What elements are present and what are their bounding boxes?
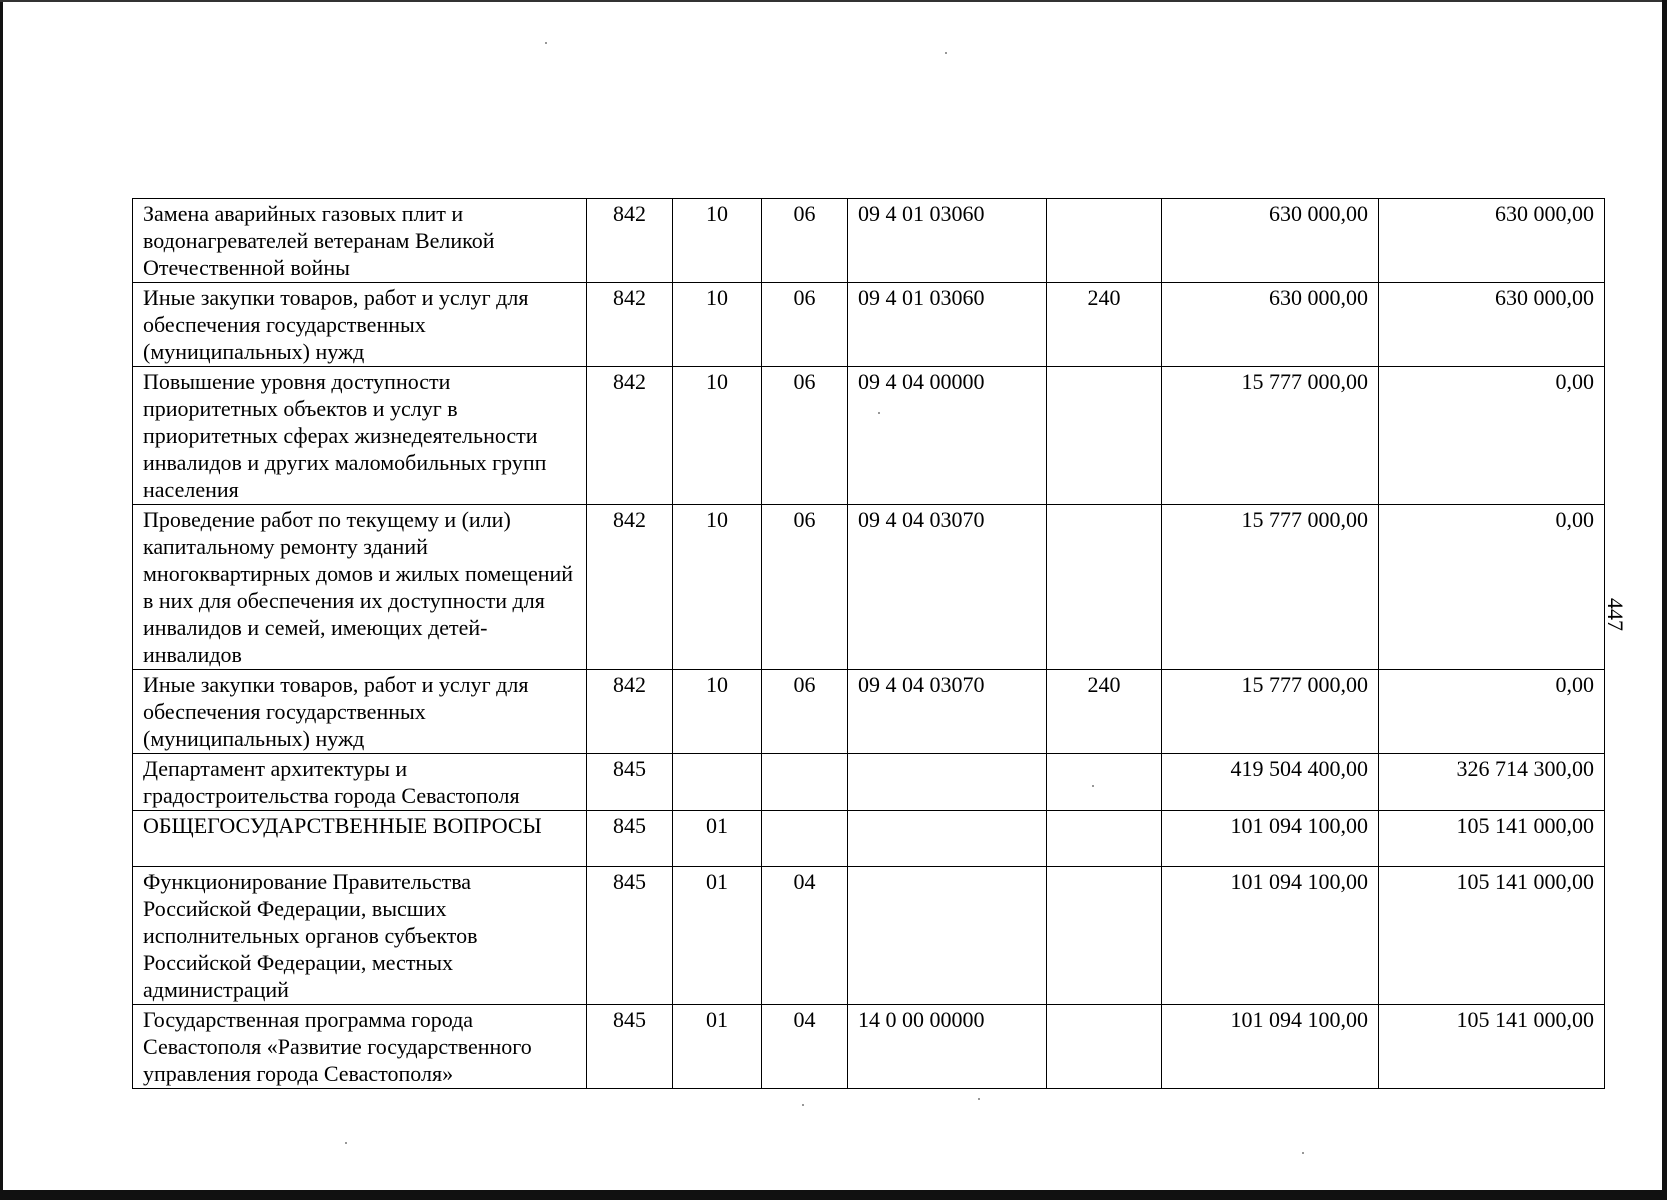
section-code: 10 <box>673 199 762 283</box>
section-code: 10 <box>673 670 762 754</box>
target-article-code <box>848 754 1047 811</box>
subsection-code: 06 <box>762 505 848 670</box>
scan-speck <box>945 52 947 54</box>
table-row <box>133 283 1605 367</box>
budget-table <box>132 198 1605 1089</box>
amount-year-2: 630 000,00 <box>1379 283 1605 367</box>
expense-type-code <box>1047 811 1162 867</box>
grbs-code: 845 <box>587 754 673 811</box>
expense-type-code <box>1047 1005 1162 1089</box>
expense-type-code <box>1047 867 1162 1005</box>
target-article-code <box>848 811 1047 867</box>
expense-type-code <box>1047 505 1162 670</box>
subsection-code: 04 <box>762 1005 848 1089</box>
subsection-code: 06 <box>762 199 848 283</box>
subsection-code: 06 <box>762 670 848 754</box>
row-name: Повышение уровня доступности приоритетных объектов и услуг в приоритетных сферах жизнедеятельности инвалидов и других маломобильных групп населения <box>133 367 587 505</box>
grbs-code: 842 <box>587 670 673 754</box>
subsection-code <box>762 811 848 867</box>
section-code: 01 <box>673 867 762 1005</box>
amount-year-2: 0,00 <box>1379 670 1605 754</box>
section-code: 10 <box>673 367 762 505</box>
amount-year-1: 15 777 000,00 <box>1162 505 1379 670</box>
amount-year-1: 101 094 100,00 <box>1162 811 1379 867</box>
grbs-code: 842 <box>587 199 673 283</box>
section-code: 01 <box>673 811 762 867</box>
row-name: Иные закупки товаров, работ и услуг для обеспечения государственных (муниципальных) нужд <box>133 283 587 367</box>
target-article-code: 09 4 01 03060 <box>848 199 1047 283</box>
table-row <box>133 867 1605 1005</box>
scan-edge-bottom <box>0 1190 1667 1200</box>
table-row <box>133 811 1605 867</box>
scan-speck <box>802 1104 804 1106</box>
row-name: Проведение работ по текущему и (или) капитальному ремонту зданий многоквартирных домов и жилых помещений в них для обеспечения их доступности для инвалидов и семей, имеющих детей-инвалидов <box>133 505 587 670</box>
target-article-code: 14 0 00 00000 <box>848 1005 1047 1089</box>
section-code: 10 <box>673 283 762 367</box>
target-article-code <box>848 867 1047 1005</box>
table-row <box>133 505 1605 670</box>
scan-speck <box>1302 1152 1304 1154</box>
grbs-code: 845 <box>587 811 673 867</box>
row-name: Иные закупки товаров, работ и услуг для обеспечения государственных (муниципальных) нужд <box>133 670 587 754</box>
amount-year-1: 630 000,00 <box>1162 283 1379 367</box>
table-row <box>133 670 1605 754</box>
row-name: ОБЩЕГОСУДАРСТВЕННЫЕ ВОПРОСЫ <box>133 811 587 867</box>
table-row <box>133 754 1605 811</box>
expense-type-code: 240 <box>1047 283 1162 367</box>
page-number: 447 <box>1603 598 1628 631</box>
amount-year-2: 0,00 <box>1379 367 1605 505</box>
amount-year-2: 105 141 000,00 <box>1379 867 1605 1005</box>
expense-type-code <box>1047 754 1162 811</box>
grbs-code: 845 <box>587 867 673 1005</box>
amount-year-2: 630 000,00 <box>1379 199 1605 283</box>
row-name: Функционирование Правительства Российской Федерации, высших исполнительных органов субъектов Российской Федерации, местных администраций <box>133 867 587 1005</box>
grbs-code: 842 <box>587 283 673 367</box>
amount-year-2: 0,00 <box>1379 505 1605 670</box>
amount-year-1: 101 094 100,00 <box>1162 1005 1379 1089</box>
amount-year-1: 419 504 400,00 <box>1162 754 1379 811</box>
grbs-code: 845 <box>587 1005 673 1089</box>
grbs-code: 842 <box>587 367 673 505</box>
row-name: Государственная программа города Севастополя «Развитие государственного управления города Севастополя» <box>133 1005 587 1089</box>
section-code: 01 <box>673 1005 762 1089</box>
scan-speck <box>345 1142 347 1144</box>
subsection-code <box>762 754 848 811</box>
scan-edge-top <box>0 0 1667 2</box>
section-code: 10 <box>673 505 762 670</box>
amount-year-1: 101 094 100,00 <box>1162 867 1379 1005</box>
expense-type-code <box>1047 367 1162 505</box>
amount-year-2: 105 141 000,00 <box>1379 811 1605 867</box>
scan-speck <box>545 42 547 44</box>
table-row <box>133 199 1605 283</box>
amount-year-2: 105 141 000,00 <box>1379 1005 1605 1089</box>
scan-edge-right <box>1662 0 1667 1200</box>
target-article-code: 09 4 04 00000 <box>848 367 1047 505</box>
subsection-code: 06 <box>762 283 848 367</box>
scan-edge-left <box>0 0 3 1200</box>
row-name: Департамент архитектуры и градостроительства города Севастополя <box>133 754 587 811</box>
row-name: Замена аварийных газовых плит и водонагревателей ветеранам Великой Отечественной войны <box>133 199 587 283</box>
amount-year-2: 326 714 300,00 <box>1379 754 1605 811</box>
expense-type-code <box>1047 199 1162 283</box>
subsection-code: 04 <box>762 867 848 1005</box>
scan-speck <box>978 1098 980 1100</box>
table-row <box>133 1005 1605 1089</box>
target-article-code: 09 4 04 03070 <box>848 505 1047 670</box>
amount-year-1: 15 777 000,00 <box>1162 367 1379 505</box>
subsection-code: 06 <box>762 367 848 505</box>
table-row <box>133 367 1605 505</box>
amount-year-1: 15 777 000,00 <box>1162 670 1379 754</box>
amount-year-1: 630 000,00 <box>1162 199 1379 283</box>
expense-type-code: 240 <box>1047 670 1162 754</box>
grbs-code: 842 <box>587 505 673 670</box>
target-article-code: 09 4 01 03060 <box>848 283 1047 367</box>
section-code <box>673 754 762 811</box>
target-article-code: 09 4 04 03070 <box>848 670 1047 754</box>
